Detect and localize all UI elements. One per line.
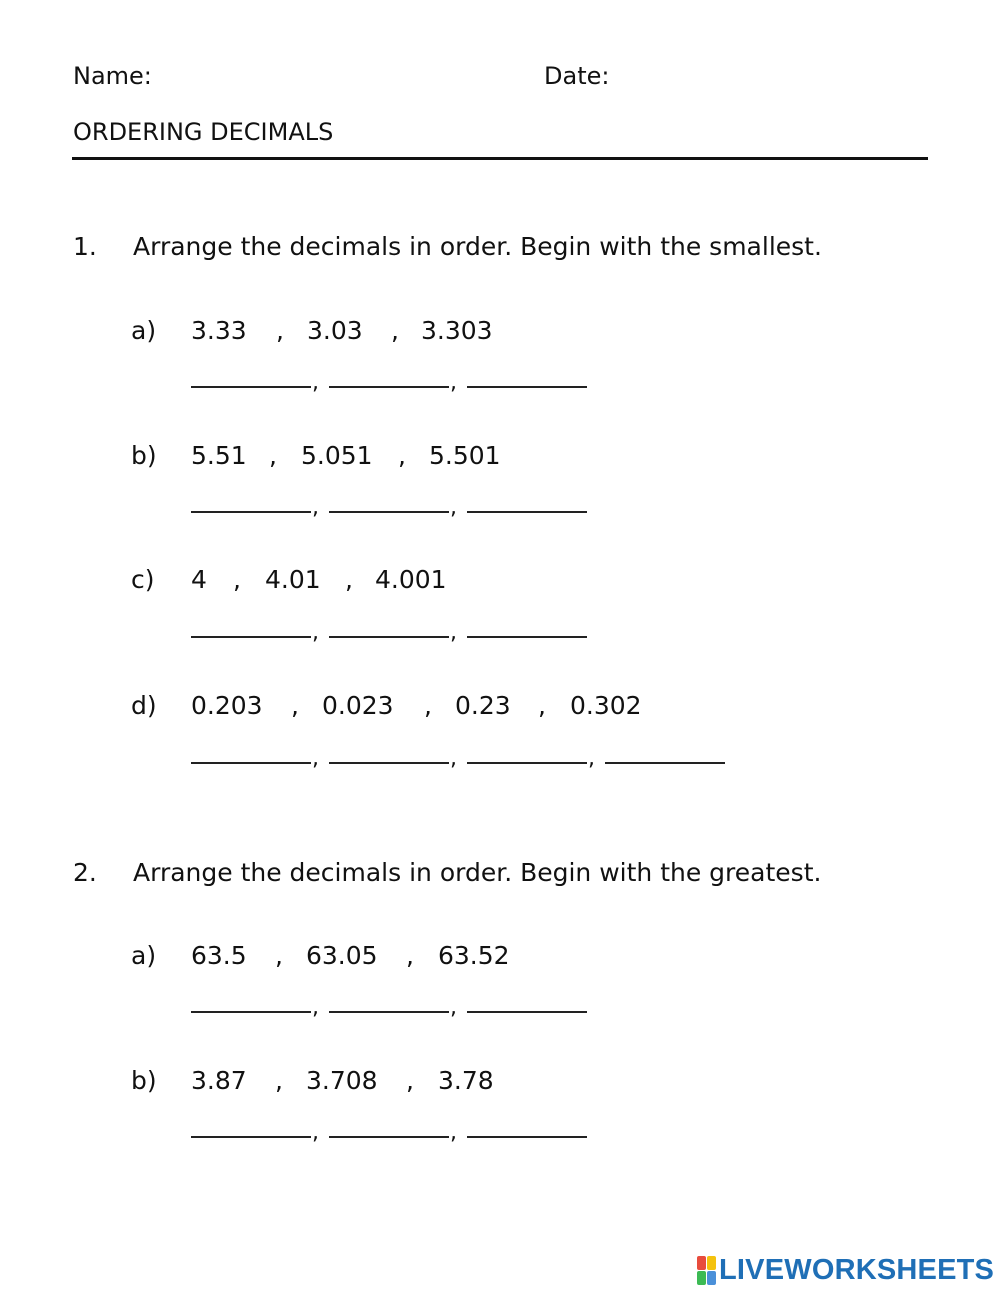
separator: , (450, 1120, 457, 1145)
answer-blank[interactable] (329, 1136, 449, 1138)
separator: , (312, 495, 319, 520)
separator: , (312, 746, 319, 771)
name-label: Name: (73, 62, 152, 90)
separator: , (275, 1066, 283, 1095)
decimal-value: 3.303 (421, 316, 493, 345)
question-2-instruction: Arrange the decimals in order. Begin with the greatest. (133, 858, 822, 887)
answer-blank[interactable] (191, 1011, 311, 1013)
separator: , (345, 565, 353, 594)
separator: , (406, 941, 414, 970)
separator: , (391, 316, 399, 345)
item-label: b) (131, 1066, 157, 1095)
separator: , (275, 941, 283, 970)
separator: , (312, 995, 319, 1020)
separator: , (450, 620, 457, 645)
separator: , (233, 565, 241, 594)
decimal-value: 63.5 (191, 941, 247, 970)
item-values (0, 691, 1000, 723)
question-1-number: 1. (73, 232, 97, 261)
decimal-value: 3.708 (306, 1066, 378, 1095)
item-label: b) (131, 441, 157, 470)
separator: , (424, 691, 432, 720)
answer-blank[interactable] (467, 511, 587, 513)
separator: , (269, 441, 277, 470)
decimal-value: 3.03 (307, 316, 363, 345)
answer-blank[interactable] (191, 1136, 311, 1138)
decimal-value: 4.01 (265, 565, 321, 594)
liveworksheets-logo (697, 1255, 994, 1285)
answer-blank[interactable] (191, 636, 311, 638)
decimal-value: 0.023 (322, 691, 394, 720)
item-values (0, 565, 1000, 597)
answer-blank[interactable] (191, 762, 311, 764)
item-label: a) (131, 941, 157, 970)
separator: , (291, 691, 299, 720)
item-values (0, 441, 1000, 473)
logo-tile (707, 1256, 716, 1270)
logo-tile (697, 1256, 706, 1270)
answer-blank[interactable] (467, 1011, 587, 1013)
decimal-value: 0.23 (455, 691, 511, 720)
separator: , (398, 441, 406, 470)
answer-blank[interactable] (329, 1011, 449, 1013)
separator: , (312, 370, 319, 395)
answer-blank[interactable] (467, 762, 587, 764)
decimal-value: 63.05 (306, 941, 378, 970)
question-2-number: 2. (73, 858, 97, 887)
separator: , (450, 746, 457, 771)
item-label: a) (131, 316, 157, 345)
logo-tile (697, 1271, 706, 1285)
answer-blank[interactable] (605, 762, 725, 764)
separator: , (312, 620, 319, 645)
decimal-value: 5.501 (429, 441, 501, 470)
decimal-value: 0.203 (191, 691, 263, 720)
decimal-value: 63.52 (438, 941, 510, 970)
header-divider (72, 157, 928, 160)
separator: , (450, 495, 457, 520)
decimal-value: 0.302 (570, 691, 642, 720)
logo-tile (707, 1271, 716, 1285)
answer-blank[interactable] (467, 636, 587, 638)
item-values (0, 316, 1000, 348)
item-label: c) (131, 565, 155, 594)
decimal-value: 4 (191, 565, 207, 594)
decimal-value: 5.051 (301, 441, 373, 470)
question-1-instruction: Arrange the decimals in order. Begin with the smallest. (133, 232, 822, 261)
separator: , (312, 1120, 319, 1145)
worksheet-title: ORDERING DECIMALS (73, 118, 334, 146)
separator: , (450, 370, 457, 395)
answer-blank[interactable] (329, 511, 449, 513)
separator: , (588, 746, 595, 771)
item-values (0, 941, 1000, 973)
separator: , (406, 1066, 414, 1095)
logo-text: LIVEWORKSHEETS (719, 1253, 995, 1286)
separator: , (538, 691, 546, 720)
decimal-value: 3.78 (438, 1066, 494, 1095)
decimal-value: 3.87 (191, 1066, 247, 1095)
logo-icon (697, 1256, 716, 1285)
answer-blank[interactable] (191, 511, 311, 513)
decimal-value: 4.001 (375, 565, 447, 594)
decimal-value: 5.51 (191, 441, 247, 470)
item-label: d) (131, 691, 157, 720)
answer-blank[interactable] (191, 386, 311, 388)
decimal-value: 3.33 (191, 316, 247, 345)
answer-blank[interactable] (329, 386, 449, 388)
date-label: Date: (544, 62, 610, 90)
answer-blank[interactable] (467, 386, 587, 388)
separator: , (276, 316, 284, 345)
answer-blank[interactable] (467, 1136, 587, 1138)
answer-blank[interactable] (329, 636, 449, 638)
answer-blank[interactable] (329, 762, 449, 764)
item-values (0, 1066, 1000, 1098)
separator: , (450, 995, 457, 1020)
